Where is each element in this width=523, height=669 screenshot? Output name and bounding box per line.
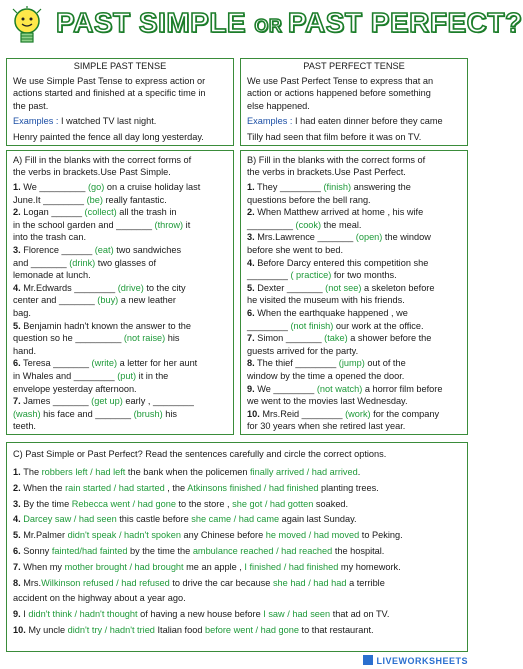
secA-line: 5. Benjamin hadn't known the answer to the [13, 320, 191, 331]
secB-line: questions before the bell rang. [247, 194, 371, 205]
secA-line: envelope yesterday afternoon. [13, 383, 137, 394]
lightbulb-icon [10, 6, 44, 48]
secA-line: question so he _________ (not raise) his [13, 333, 180, 344]
page-title: PAST SIMPLE OR PAST PERFECT? [56, 7, 523, 38]
secB-line: _________ (cook) the meal. [247, 219, 362, 230]
secB-line: 8. The thief ________ (jump) out of the [247, 358, 406, 369]
secB-line: 5. Dexter _______ (not see) a skeleton before [247, 282, 435, 293]
secA-line: June.It ________ (be) really fantastic. [13, 194, 167, 205]
past-perfect-definition: We use Past Perfect Tense to express that an action or actions happened before something else happened. Examples : I had eaten dinner before they came Tilly had seen that film before it was on TV. [247, 76, 443, 142]
secB-line: 6. When the earthquake happened , we [247, 307, 408, 318]
secB-line: 1. They ________ (finish) answering the [247, 182, 411, 192]
exercise-c-list [13, 465, 463, 639]
secA-line: and _______ (drink) two glasses of [13, 257, 157, 268]
secB-line: we went to the movies last Wednesday. [247, 396, 408, 407]
exercise-a-list [13, 181, 231, 433]
secC-line: 9. I didn't think / hadn't thought of having a new house before I saw / had seen that ad on TV. [13, 609, 390, 620]
simple-past-definition: We use Simple Past Tense to express action or actions started and finished at a specific time in the past. Examples : I watched TV last night. Henry painted the fence all day long yesterday. [13, 76, 206, 142]
secA-line: 4. Mr.Edwards ________ (drive) to the city [13, 282, 186, 293]
secA-line: teeth. [13, 421, 36, 432]
past-perfect-box [240, 58, 468, 146]
secA-line: (wash) his face and _______ (brush) his [13, 408, 177, 419]
secA-line: 2. Logan ______ (collect) all the trash in [13, 207, 177, 218]
secA-line: hand. [13, 345, 36, 356]
secC-line: 4. Darcey saw / had seen this castle before she came / had came again last Sunday. [13, 514, 357, 525]
secC-line: 7. When my mother brought / had brought me an apple , I finished / had finished my homework. [13, 561, 401, 572]
secA-line: 1. We _________ (go) on a cruise holiday last [13, 182, 201, 192]
exercise-a-instructions: A) Fill in the blanks with the correct forms of the verbs in brackets.Use Past Simple. [13, 155, 192, 178]
secB-line: guests arrived for the party. [247, 345, 359, 356]
secB-line: ________ (not finish) our work at the office. [247, 320, 424, 331]
secA-line: 3. Florence ______ (eat) two sandwiches [13, 244, 182, 255]
secA-line: center and _______ (buy) a new leather [13, 295, 176, 306]
secC-line: 8. Mrs.Wilkinson refused / had refused to drive the car because she had / had had a terrible [13, 577, 385, 588]
secC-line: 2. When the rain started / had started , the Atkinsons finished / had finished planting trees. [13, 482, 379, 493]
exercise-b-instructions: B) Fill in the blanks with the correct forms of the verbs in brackets.Use Past Perfect. [247, 155, 426, 178]
secB-line: 7. Simon _______ (take) a shower before the [247, 333, 432, 344]
secB-line: for 30 years when she retired last year. [247, 421, 406, 432]
secB-line: 3. Mrs.Lawrence _______ (open) the window [247, 232, 431, 243]
exercise-a-box [6, 150, 234, 435]
secB-line: he visited the museum with his friends. [247, 295, 405, 306]
secA-line: bag. [13, 307, 31, 318]
footer-brand: LIVEWORKSHEETS [363, 655, 468, 666]
exercise-c-box [6, 442, 468, 652]
secC-line: 5. Mr.Palmer didn't speak / hadn't spoken any Chinese before he moved / had moved to Peking. [13, 530, 403, 541]
secC-line: 3. By the time Rebecca went / had gone to the store , she got / had gotten soaked. [13, 498, 349, 509]
secA-line: into the trash can. [13, 232, 87, 243]
secC-line: 6. Sonny fainted/had fainted by the time the ambulance reached / had reached the hospital. [13, 545, 385, 556]
secB-line: 10. Mrs.Reid ________ (work) for the company [247, 408, 440, 419]
header [4, 2, 523, 48]
simple-past-box [6, 58, 234, 146]
secB-line: 4. Before Darcy entered this competition she [247, 257, 429, 268]
secA-line: 7. James _______ (get up) early , ________ [13, 396, 194, 407]
secC-line: accident on the highway about a year ago. [13, 593, 186, 604]
secA-line: lemonade at lunch. [13, 270, 91, 281]
secB-line: before she went to bed. [247, 244, 344, 255]
past-perfect-heading: PAST PERFECT TENSE [303, 61, 405, 71]
secB-line: window by the time a opened the door. [247, 370, 405, 381]
exercise-b-box [240, 150, 468, 435]
secB-line: 2. When Matthew arrived at home , his wife [247, 207, 424, 218]
exercise-c-instructions: C) Past Simple or Past Perfect? Read the sentences carefully and circle the correct options. [13, 449, 387, 459]
secA-line: in Whales and ________ (put) it in the [13, 370, 169, 381]
secA-line: in the school garden and _______ (throw) it [13, 219, 191, 230]
secC-line: 10. My uncle didn't try / hadn't tried Italian food before went / had gone to that restaurant. [13, 624, 374, 635]
secC-line: 1. The robbers left / had left the bank when the policemen finally arrived / had arrived. [13, 467, 361, 477]
simple-past-heading: SIMPLE PAST TENSE [73, 61, 167, 71]
liveworksheets-logo-icon [363, 655, 373, 665]
secB-line: ________ ( practice) for two months. [247, 270, 397, 281]
exercise-b-list [247, 181, 465, 433]
secB-line: 9. We ________ (not watch) a horror film before [247, 383, 443, 394]
secA-line: 6. Teresa _______ (write) a letter for her aunt [13, 358, 198, 369]
